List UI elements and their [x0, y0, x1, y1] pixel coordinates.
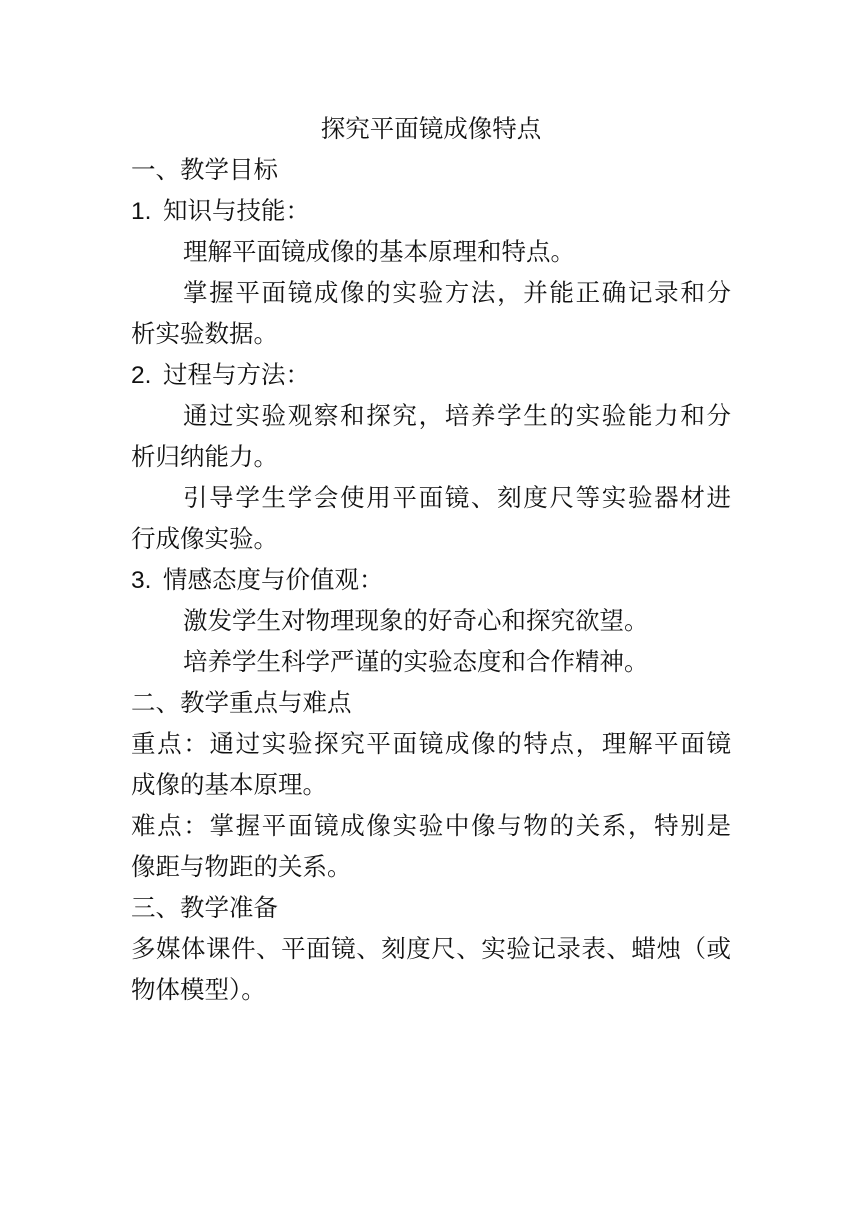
paragraph-line: 析实验数据。	[131, 319, 278, 348]
paragraph-line: 析归纳能力。	[131, 442, 278, 471]
section-heading-teaching-goals: 一、教学目标	[131, 155, 278, 184]
paragraph: 培养学生科学严谨的实验态度和合作精神。	[183, 647, 649, 676]
section-heading-key-points: 二、教学重点与难点	[131, 688, 352, 717]
list-number: 2.	[131, 362, 152, 389]
subsection-knowledge-skills	[131, 190, 731, 231]
paragraph-line: 像距与物距的关系。	[131, 852, 352, 881]
paragraph-line: 难点：掌握平面镜成像实验中像与物的关系，特别是	[131, 811, 731, 840]
paragraph-line: 掌握平面镜成像的实验方法，并能正确记录和分	[183, 278, 731, 307]
paragraph-line: 多媒体课件、平面镜、刻度尺、实验记录表、蜡烛（或	[131, 934, 731, 963]
subsection-heading: 过程与方法：	[163, 360, 310, 389]
subsection-heading: 知识与技能：	[163, 196, 310, 225]
paragraph-line: 引导学生学会使用平面镜、刻度尺等实验器材进	[183, 483, 731, 512]
paragraph-line: 成像的基本原理。	[131, 770, 327, 799]
paragraph: 理解平面镜成像的基本原理和特点。	[183, 237, 575, 266]
list-number: 1.	[131, 198, 152, 225]
document-body	[131, 108, 731, 1010]
list-number: 3.	[131, 567, 152, 594]
paragraph-line: 物体模型）。	[131, 975, 266, 1004]
paragraph: 激发学生对物理现象的好奇心和探究欲望。	[183, 606, 649, 635]
section-heading-preparation: 三、教学准备	[131, 893, 278, 922]
subsection-attitudes-values	[131, 559, 731, 600]
document-title: 探究平面镜成像特点	[320, 114, 542, 143]
subsection-heading: 情感态度与价值观：	[163, 565, 384, 594]
paragraph-line: 通过实验观察和探究，培养学生的实验能力和分	[183, 401, 731, 430]
paragraph-line: 行成像实验。	[131, 524, 278, 553]
subsection-process-methods	[131, 354, 731, 395]
paragraph-line: 重点：通过实验探究平面镜成像的特点，理解平面镜	[131, 729, 731, 758]
